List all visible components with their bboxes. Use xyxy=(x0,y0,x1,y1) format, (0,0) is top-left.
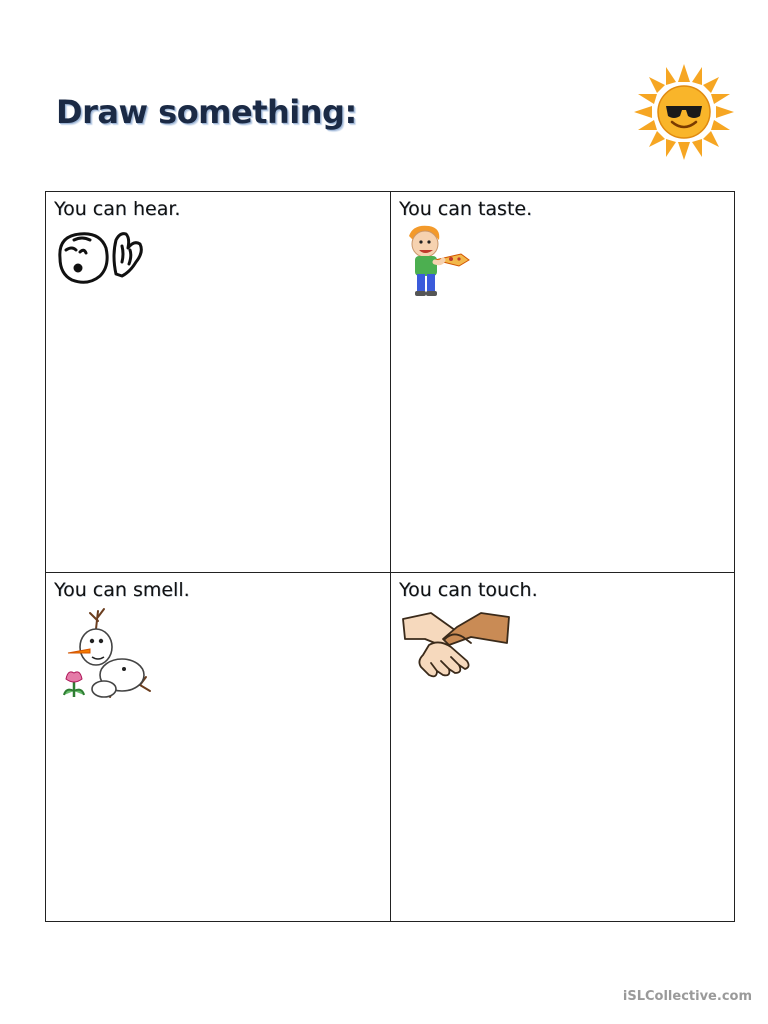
drawing-grid xyxy=(45,191,735,922)
page-title: Draw something: xyxy=(56,93,357,131)
cell-label-taste: You can taste. xyxy=(399,198,533,220)
sun-with-sunglasses-icon xyxy=(628,62,740,162)
boy-eating-pizza-icon xyxy=(399,224,479,300)
cell-hear[interactable] xyxy=(46,192,391,573)
cell-label-smell: You can smell. xyxy=(54,579,190,601)
cell-taste[interactable] xyxy=(391,192,735,573)
ear-listening-icon xyxy=(52,226,144,286)
cell-smell[interactable] xyxy=(46,573,391,921)
snowman-smelling-flower-icon xyxy=(54,607,154,703)
cell-label-touch: You can touch. xyxy=(399,579,538,601)
watermark: iSLCollective.com xyxy=(622,989,752,1004)
handshake-icon xyxy=(401,609,511,681)
cell-touch[interactable] xyxy=(391,573,735,921)
cell-label-hear: You can hear. xyxy=(54,198,181,220)
